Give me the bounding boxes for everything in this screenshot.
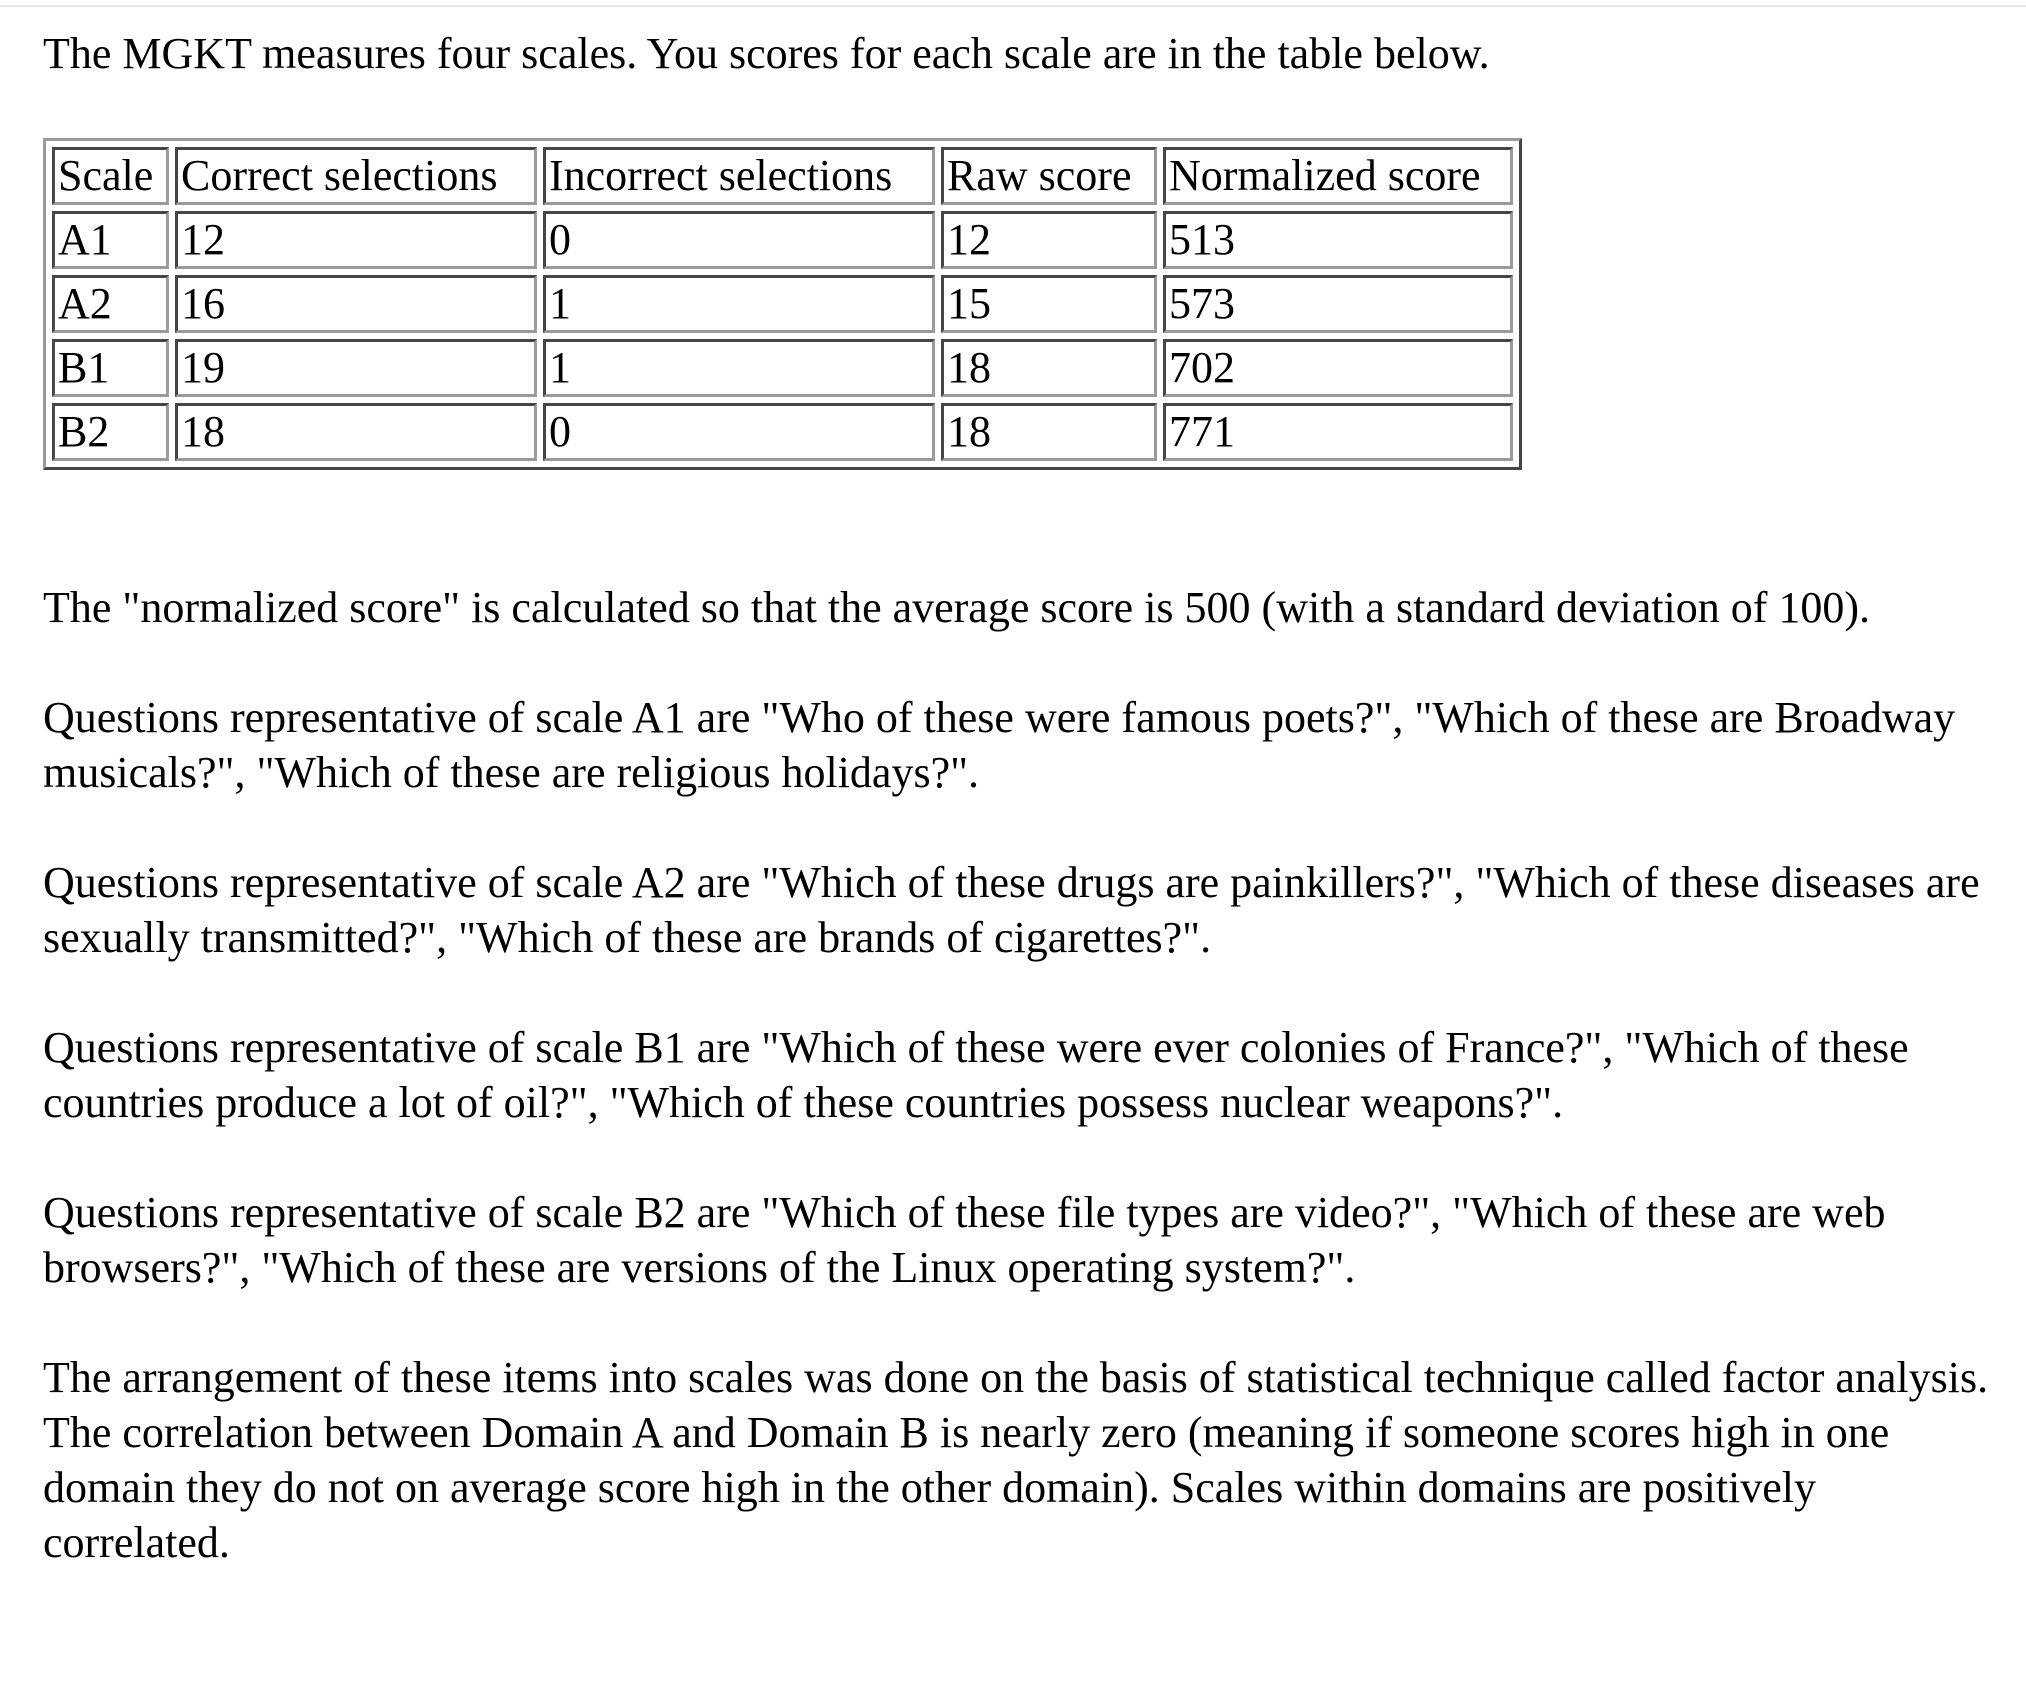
cell-incorrect-selections: 1 [543, 339, 935, 397]
cell-normalized-score: 513 [1163, 211, 1513, 269]
scale-b1-description: Questions representative of scale B1 are "Which of these were ever colonies of France?", "Which of these countries produce a lot of oil?", "Which of these countries possess nuclear weapons?". [43, 1023, 1909, 1127]
cell-scale: A1 [52, 211, 169, 269]
cell-incorrect-selections: 1 [543, 275, 935, 333]
factor-analysis-note: The arrangement of these items into scales was done on the basis of statistical technique called factor analysis. The correlation between Domain A and Domain B is nearly zero (meaning if someone scores high in one domain they do not on average score high in the other domain). Scales within domains are positively correlated. [43, 1353, 1989, 1567]
cell-raw-score: 18 [941, 339, 1157, 397]
table-header-row [52, 147, 1513, 205]
cell-normalized-score: 702 [1163, 339, 1513, 397]
results-page [43, 26, 2003, 1570]
scale-a2-description: Questions representative of scale A2 are "Which of these drugs are painkillers?", "Which of these diseases are sexually transmitted?", "Which of these are brands of cigarettes?". [43, 858, 1980, 962]
table-row [52, 275, 1513, 333]
top-divider [0, 5, 2026, 7]
header-raw-score: Raw score [941, 147, 1157, 205]
cell-raw-score: 15 [941, 275, 1157, 333]
cell-correct-selections: 18 [175, 403, 537, 461]
cell-raw-score: 18 [941, 403, 1157, 461]
cell-normalized-score: 771 [1163, 403, 1513, 461]
header-normalized-score: Normalized score [1163, 147, 1513, 205]
cell-scale: A2 [52, 275, 169, 333]
cell-raw-score: 12 [941, 211, 1157, 269]
cell-correct-selections: 19 [175, 339, 537, 397]
cell-scale: B2 [52, 403, 169, 461]
cell-incorrect-selections: 0 [543, 211, 935, 269]
header-scale: Scale [52, 147, 169, 205]
scale-a1-description: Questions representative of scale A1 are "Who of these were famous poets?", "Which of these are Broadway musicals?", "Which of these are religious holidays?". [43, 693, 1956, 797]
table-row [52, 211, 1513, 269]
cell-normalized-score: 573 [1163, 275, 1513, 333]
cell-correct-selections: 16 [175, 275, 537, 333]
cell-scale: B1 [52, 339, 169, 397]
intro-text: The MGKT measures four scales. You scores for each scale are in the table below. [43, 29, 1490, 78]
header-incorrect-selections: Incorrect selections [543, 147, 935, 205]
table-row [52, 339, 1513, 397]
header-correct-selections: Correct selections [175, 147, 537, 205]
normalized-score-note: The "normalized score" is calculated so that the average score is 500 (with a standard deviation of 100). [43, 583, 1871, 632]
table-row [52, 403, 1513, 461]
cell-incorrect-selections: 0 [543, 403, 935, 461]
cell-correct-selections: 12 [175, 211, 537, 269]
scores-table [43, 138, 1522, 470]
scale-b2-description: Questions representative of scale B2 are "Which of these file types are video?", "Which of these are web browsers?", "Which of these are versions of the Linux operating system?". [43, 1188, 1886, 1292]
